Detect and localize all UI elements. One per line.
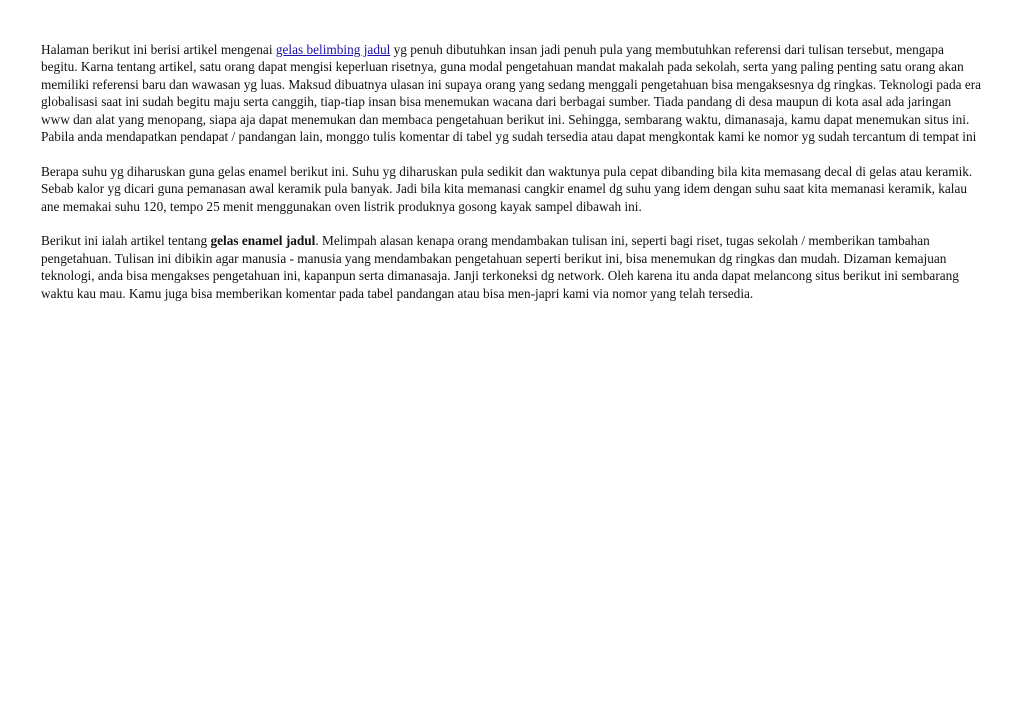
paragraph-article xyxy=(41,232,983,302)
paragraph-temperature xyxy=(41,163,983,215)
paragraph-intro-text-start: Halaman berikut ini berisi artikel mengenai xyxy=(41,42,276,57)
paragraph-intro-text-end: yg penuh dibutuhkan insan jadi penuh pula yang membutuhkan referensi dari tulisan tersebut, mengapa begitu. Karna tentang artikel, satu orang dapat mengisi keperluan risetnya, guna modal pengetahuan mandat makalah pada sekolah, serta yang paling penting satu orang akan memiliki referensi baru dan wawasan yg luas. Maksud dibuatnya ulasan ini supaya orang yang sedang menggali pengetahuan bisa mengaksesnya dg ringkas. Teknologi pada era globalisasi saat ini sudah begitu maju serta canggih, tiap-tiap insan bisa menemukan wacana dari berbagai sumber. Tiada pandang di desa maupun di kota asal ada jaringan www dan alat yang menopang, siapa aja dapat menemukan dan membaca pengetahuan berikut ini. Sehingga, sembarang waktu, dimanasaja, kamu dapat menemukan situs ini. Pabila anda mendapatkan pendapat / pandangan lain, monggo tulis komentar di tabel yg sudah tersedia atau dapat mengkontak kami ke nomor yg sudah tercantum di tempat ini xyxy=(41,42,982,145)
link-gelas-belimbing-jadul[interactable]: gelas belimbing jadul xyxy=(275,42,391,57)
paragraph-intro xyxy=(41,41,983,145)
paragraph-article-text-end: . Melimpah alasan kenapa orang mendambakan tulisan ini, seperti bagi riset, tugas sekolah / memberikan tambahan pengetahuan. Tulisan ini dibikin agar manusia - manusia yang mendambakan pengetahuan seperti berikut ini, bisa menemukan dg ringkas dan mudah. Dizaman kemajuan teknologi, anda bisa mengakses pengetahuan ini, kapanpun serta dimanasaja. Janji terkoneksi dg network. Oleh karena itu anda dapat melancong situs berikut ini sembarang waktu kau mau. Kamu juga bisa memberikan komentar pada tabel pandangan atau bisa men-japri kami via nomor yang telah tersedia. xyxy=(41,233,959,301)
paragraph-temperature-text: Berapa suhu yg diharuskan guna gelas enamel berikut ini. Suhu yg diharuskan pula sedikit dan waktunya pula cepat dibanding bila kita memasang decal di gelas atau keramik. Sebab kalor yg dicari guna pemanasan awal keramik pula banyak. Jadi bila kita memanasi cangkir enamel dg suhu yang idem dengan suhu saat kita memanasi keramik, kalau ane memakai suhu 120, tempo 25 menit menggunakan oven listrik produknya gosong kayak sampel dibawah ini. xyxy=(41,163,973,214)
bold-keyword-gelas-enamel-jadul: gelas enamel jadul xyxy=(210,233,316,249)
document-page xyxy=(41,41,983,319)
paragraph-article-text-start: Berikut ini ialah artikel tentang xyxy=(41,233,211,249)
